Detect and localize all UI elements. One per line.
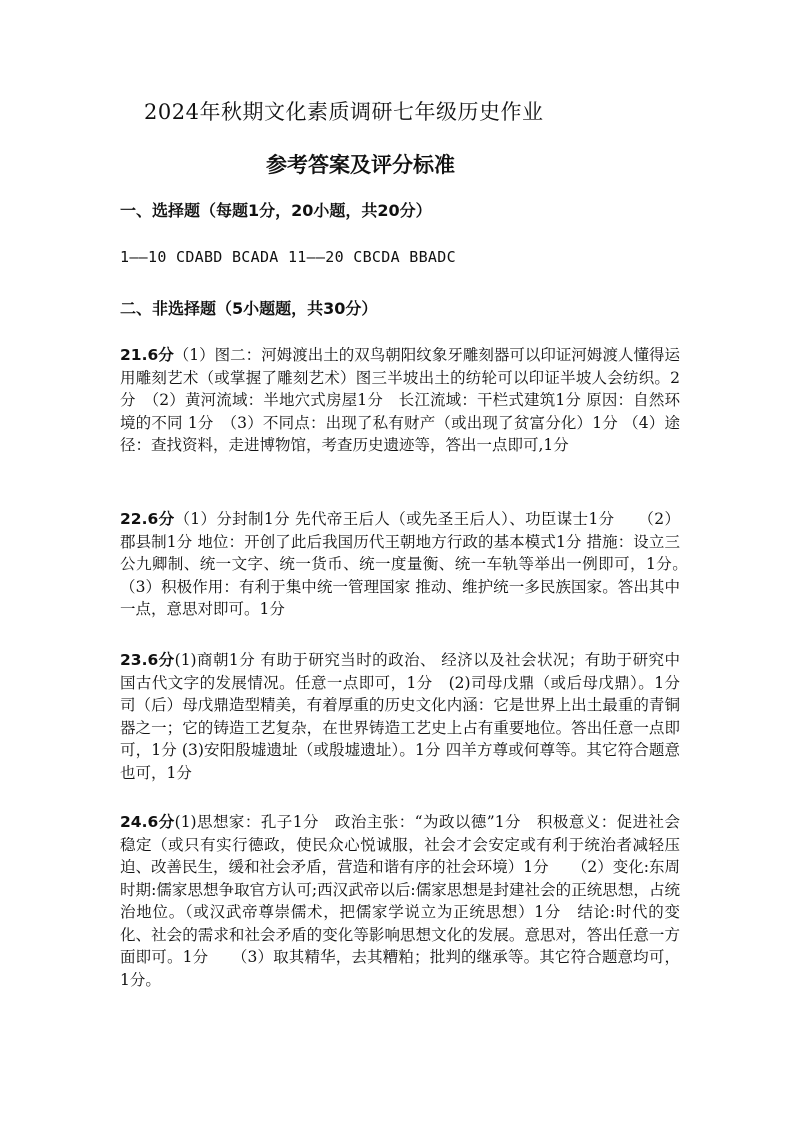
- question-answer-text: (1)商朝1分 有助于研究当时的政治、 经济以及社会状况；有助于研究中国古代文字的发展情况。任意一点即可，1分 (2)司母戊鼎（或后母戊鼎）。1分 司（后）母戊鼎造型精美，有着厚重的历史文化内涵：它是世界上出土最重的青铜器之一；它的铸造工艺复杂，在世界铸造工艺史上占有重要地位。答出任意一点即可，1分 (3)安阳殷墟遗址（或殷墟遗址）。1分 四羊方尊或何尊等。其它符合题意也可，1分: [120, 651, 680, 782]
- question-number: 23.6分: [120, 651, 175, 669]
- section-1-heading: 一、选择题（每题1分，20小题，共20分）: [120, 201, 432, 220]
- question-23: [120, 649, 680, 784]
- document-title: 2024年秋期文化素质调研七年级历史作业: [144, 100, 544, 124]
- question-number: 21.6分: [120, 346, 174, 364]
- multiple-choice-answers: 1——10 CDABD BCADA 11——20 CBCDA BBADC: [120, 248, 456, 266]
- question-24: [120, 811, 680, 991]
- question-22: [120, 508, 696, 621]
- section-2-heading: 二、非选择题（5小题题，共30分）: [120, 299, 378, 318]
- question-number: 24.6分: [120, 813, 175, 831]
- question-answer-text: (1)思想家：孔子1分 政治主张：“为政以德”1分 积极意义：促进社会稳定（或只有实行德政，使民众心悦诚服，社会才会安定或有利于统治者减轻压迫、改善民生，缓和社会矛盾，营造和谐有序的社会环境）1分 （2）变化:东周时期:儒家思想争取官方认可;西汉武帝以后:儒家思想是封建社会的正统思想，占统治地位。（或汉武帝尊崇儒术，把儒家学说立为正统思想）1分 结论:时代的变化、社会的需求和社会矛盾的变化等影响思想文化的发展。意思对，答出任意一方面即可。1分 （3）取其精华，去其糟粕；批判的继承等。其它符合题意均可，1分。: [120, 813, 680, 989]
- question-answer-text: （1）分封制1分 先代帝王后人（或先圣王后人）、功臣谋士1分 （2）郡县制1分 地位：开创了此后我国历代王朝地方行政的基本模式1分 措施：设立三公九卿制、统一文字、统一货币、统一度量衡、统一车轨等举出一例即可，1分。 （3）积极作用：有利于集中统一管理国家 推动、维护统一多民族国家。答出其中一点，意思对即可。1分: [120, 510, 696, 618]
- question-answer-text: （1）图二：河姆渡出土的双鸟朝阳纹象牙雕刻器可以印证河姆渡人懂得运用雕刻艺术（或掌握了雕刻艺术）图三半坡出土的纺轮可以印证半坡人会纺织。2分 （2）黄河流域：半地穴式房屋1分 长江流域：干栏式建筑1分 原因：自然环境的不同 1分 （3）不同点：出现了私有财产（或出现了贫富分化）1分 （4）途径：查找资料，走进博物馆，考查历史遗迹等，答出一点即可,1分: [120, 346, 680, 454]
- question-number: 22.6分: [120, 510, 175, 528]
- question-21: [120, 344, 680, 457]
- document-subtitle: 参考答案及评分标准: [266, 153, 455, 177]
